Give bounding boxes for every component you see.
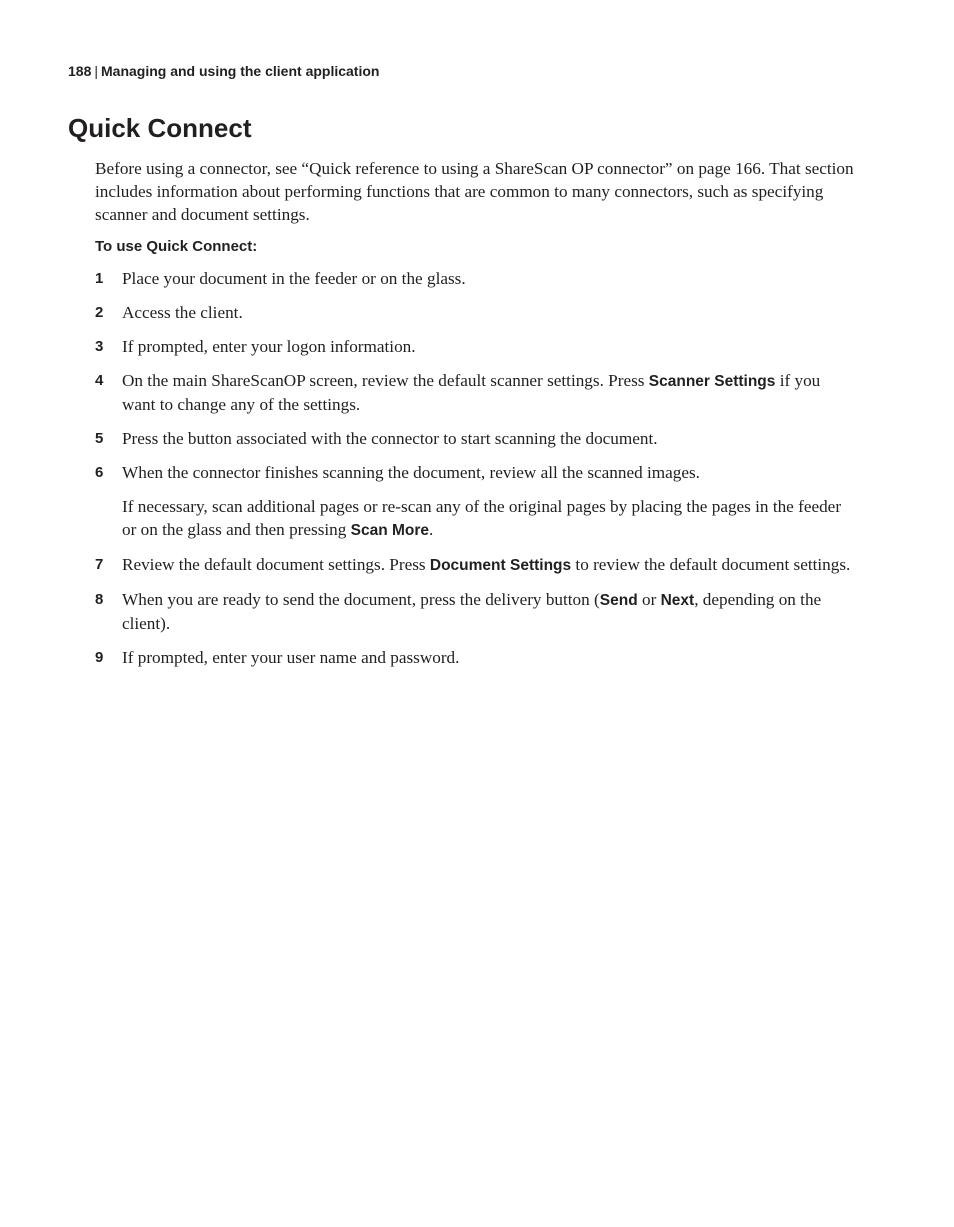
- step-7: [95, 553, 855, 577]
- ui-term-scanner-settings: Scanner Settings: [648, 373, 776, 390]
- step-text: Press the button associated with the connector to start scanning the document.: [122, 429, 658, 448]
- step-continuation: [122, 495, 855, 542]
- header-separator: |: [94, 63, 98, 79]
- step-text: If prompted, enter your user name and password.: [122, 648, 460, 667]
- step-cont-post: .: [429, 520, 434, 539]
- step-text: [122, 369, 855, 416]
- ui-term-next: Next: [660, 592, 695, 609]
- step-number: 3: [95, 338, 104, 355]
- steps-list: [95, 267, 855, 669]
- step-9: [95, 646, 855, 669]
- step-text-pre: When you are ready to send the document, press the delivery button (: [122, 590, 600, 609]
- step-text-post: to review the default document settings.: [571, 555, 851, 574]
- intro-paragraph: Before using a connector, see “Quick reference to using a ShareScan OP connector” on page 166. That section includes information about performing functions that are common to many connectors, such as specifying scanner and document settings.: [95, 159, 854, 224]
- step-text: If prompted, enter your logon information.: [122, 337, 416, 356]
- step-number: 6: [95, 464, 104, 481]
- step-text: Access the client.: [122, 303, 243, 322]
- step-text: [122, 588, 855, 635]
- step-number: 2: [95, 304, 104, 321]
- step-text-post: , depending on the client).: [122, 590, 822, 633]
- step-4: [95, 369, 855, 416]
- page-number: 188: [68, 63, 92, 79]
- ui-term-document-settings: Document Settings: [429, 557, 572, 574]
- chapter-title: Managing and using the client application: [101, 63, 380, 79]
- procedure-heading: To use Quick Connect:: [95, 238, 258, 255]
- step-number: 7: [95, 556, 104, 573]
- step-2: [95, 301, 855, 324]
- step-1: [95, 267, 855, 290]
- step-cont-pre: If necessary, scan additional pages or re-scan any of the original pages by placing the pages in the feeder or on the glass and then pressing: [122, 497, 842, 539]
- step-text: When the connector finishes scanning the document, review all the scanned images.: [122, 463, 700, 482]
- section-title: Quick Connect: [68, 113, 252, 143]
- step-text-pre: On the main ShareScanOP screen, review the default scanner settings. Press: [122, 371, 649, 390]
- step-6: [95, 461, 855, 542]
- step-number: 9: [95, 649, 104, 666]
- ui-term-send: Send: [599, 592, 638, 609]
- ui-term-scan-more: Scan More: [350, 522, 430, 539]
- section-body: [95, 157, 855, 680]
- step-number: 1: [95, 270, 104, 287]
- step-text-post: if you want to change any of the settings.: [122, 371, 821, 414]
- step-number: 8: [95, 591, 104, 608]
- step-number: 4: [95, 372, 104, 389]
- step-5: [95, 427, 855, 450]
- step-8: [95, 588, 855, 635]
- step-text: [122, 553, 855, 577]
- running-header: [68, 63, 379, 79]
- step-text-pre: Review the default document settings. Press: [122, 555, 430, 574]
- step-3: [95, 335, 855, 358]
- step-number: 5: [95, 430, 104, 447]
- step-text: Place your document in the feeder or on the glass.: [122, 269, 466, 288]
- step-text-mid: or: [637, 590, 661, 609]
